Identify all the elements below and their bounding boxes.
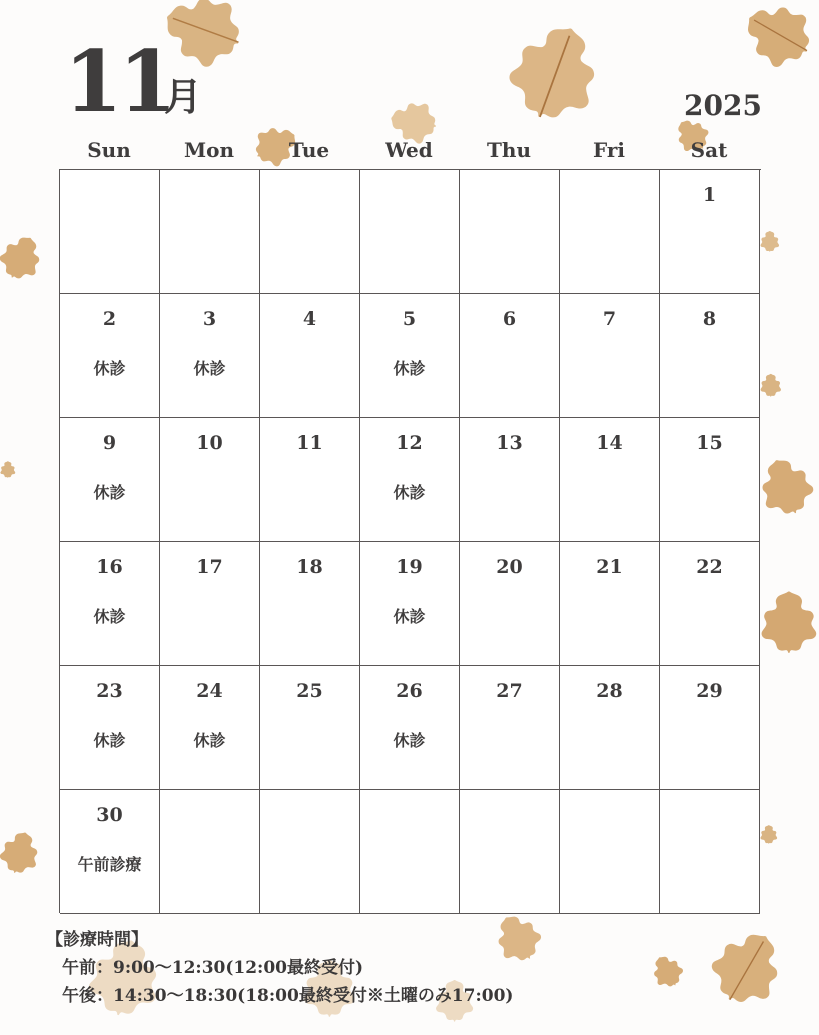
day-note: 休診 xyxy=(393,483,426,502)
day-note: 休診 xyxy=(193,731,226,750)
day-number: 26 xyxy=(396,680,423,702)
day-number: 30 xyxy=(96,804,123,826)
calendar-day-cell xyxy=(360,418,460,542)
day-number: 21 xyxy=(596,556,623,578)
calendar-day-cell xyxy=(360,790,460,914)
hours-morning: 午前：9:00～12:30(12:00最終受付) xyxy=(62,958,364,978)
weekday-thu: Thu xyxy=(487,138,531,162)
calendar-day-cell xyxy=(60,542,160,666)
calendar-day-cell xyxy=(60,666,160,790)
calendar-day-cell xyxy=(460,170,560,294)
day-number: 3 xyxy=(202,308,217,330)
calendar-day-cell xyxy=(60,418,160,542)
calendar-day-cell xyxy=(160,790,260,914)
calendar-day-cell xyxy=(60,294,160,418)
day-number: 24 xyxy=(196,680,223,702)
calendar-day-cell xyxy=(560,170,660,294)
calendar-day-cell xyxy=(560,666,660,790)
oak-leaf-icon xyxy=(760,220,780,264)
calendar-day-cell xyxy=(460,294,560,418)
day-number: 28 xyxy=(596,680,623,702)
calendar-day-cell xyxy=(60,790,160,914)
day-number: 20 xyxy=(496,556,523,578)
calendar-day-cell xyxy=(360,666,460,790)
calendar-day-cell xyxy=(660,790,760,914)
day-number: 23 xyxy=(96,680,123,702)
day-number: 6 xyxy=(502,308,517,330)
year-label: 2025 xyxy=(684,89,762,122)
weekday-mon: Mon xyxy=(183,138,235,162)
month-number: 11 xyxy=(64,32,173,131)
oak-leaf-icon xyxy=(493,6,617,145)
day-number: 5 xyxy=(402,308,417,330)
day-note: 休診 xyxy=(393,731,426,750)
day-number: 12 xyxy=(396,432,423,454)
calendar-day-cell xyxy=(260,666,360,790)
day-number: 22 xyxy=(696,556,723,578)
oak-leaf-icon xyxy=(644,948,692,995)
weekday-sat: Sat xyxy=(690,138,728,162)
oak-leaf-icon xyxy=(760,584,819,664)
calendar-day-cell xyxy=(560,542,660,666)
day-note: 休診 xyxy=(93,731,126,750)
day-number: 11 xyxy=(296,432,323,454)
calendar-day-cell xyxy=(660,542,760,666)
day-number: 17 xyxy=(196,556,223,578)
calendar-day-cell xyxy=(560,294,660,418)
calendar-day-cell xyxy=(360,542,460,666)
day-number: 2 xyxy=(102,308,117,330)
day-number: 19 xyxy=(396,556,423,578)
day-number: 27 xyxy=(496,680,523,702)
oak-leaf-icon xyxy=(760,360,782,412)
calendar-grid xyxy=(59,169,761,913)
oak-leaf-icon xyxy=(760,812,778,858)
calendar-day-cell xyxy=(560,418,660,542)
calendar-day-cell xyxy=(160,666,260,790)
calendar-day-cell xyxy=(260,542,360,666)
hours-heading: 【診療時間】 xyxy=(46,930,148,950)
oak-leaf-icon xyxy=(0,450,16,490)
day-number: 16 xyxy=(96,556,123,578)
day-note: 休診 xyxy=(93,607,126,626)
calendar-day-cell xyxy=(360,294,460,418)
day-number: 14 xyxy=(596,432,623,454)
calendar-day-cell xyxy=(460,542,560,666)
day-number: 9 xyxy=(102,432,117,454)
day-note: 午前診療 xyxy=(77,855,142,874)
calendar-day-cell xyxy=(460,790,560,914)
day-number: 7 xyxy=(602,308,617,330)
day-number: 18 xyxy=(296,556,323,578)
calendar-day-cell xyxy=(660,294,760,418)
day-number: 8 xyxy=(702,308,717,330)
calendar-day-cell xyxy=(260,418,360,542)
oak-leaf-icon xyxy=(727,0,819,91)
oak-leaf-icon xyxy=(0,217,56,302)
day-note: 休診 xyxy=(93,359,126,378)
day-note: 休診 xyxy=(393,359,426,378)
calendar-day-cell xyxy=(660,666,760,790)
calendar-day-cell xyxy=(160,418,260,542)
calendar-day-cell xyxy=(560,790,660,914)
calendar-day-cell xyxy=(360,170,460,294)
clinic-hours xyxy=(46,926,513,1010)
weekday-fri: Fri xyxy=(593,138,625,162)
day-number: 25 xyxy=(296,680,323,702)
day-note: 休診 xyxy=(93,483,126,502)
weekday-sun: Sun xyxy=(87,138,131,162)
calendar-day-cell xyxy=(460,666,560,790)
oak-leaf-icon xyxy=(0,814,49,894)
oak-leaf-icon xyxy=(697,918,798,1022)
day-number: 29 xyxy=(696,680,723,702)
calendar-day-cell xyxy=(160,542,260,666)
calendar-day-cell xyxy=(660,418,760,542)
calendar-day-cell xyxy=(160,170,260,294)
day-number: 15 xyxy=(696,432,723,454)
weekday-tue: Tue xyxy=(288,138,330,162)
calendar-day-cell xyxy=(260,170,360,294)
day-number: 10 xyxy=(196,432,223,454)
calendar-day-cell xyxy=(60,170,160,294)
calendar-day-cell xyxy=(160,294,260,418)
day-number: 13 xyxy=(496,432,523,454)
hours-afternoon: 午後：14:30～18:30(18:00最終受付※土曜のみ17:00) xyxy=(62,986,514,1006)
calendar-day-cell xyxy=(660,170,760,294)
calendar-day-cell xyxy=(460,418,560,542)
calendar-day-cell xyxy=(260,790,360,914)
weekday-wed: Wed xyxy=(385,138,433,162)
day-note: 休診 xyxy=(393,607,426,626)
day-number: 1 xyxy=(702,184,717,206)
day-number: 4 xyxy=(302,308,317,330)
weekday-header-row xyxy=(59,138,761,164)
day-note: 休診 xyxy=(193,359,226,378)
month-label: 月 xyxy=(164,75,203,119)
calendar-day-cell xyxy=(260,294,360,418)
